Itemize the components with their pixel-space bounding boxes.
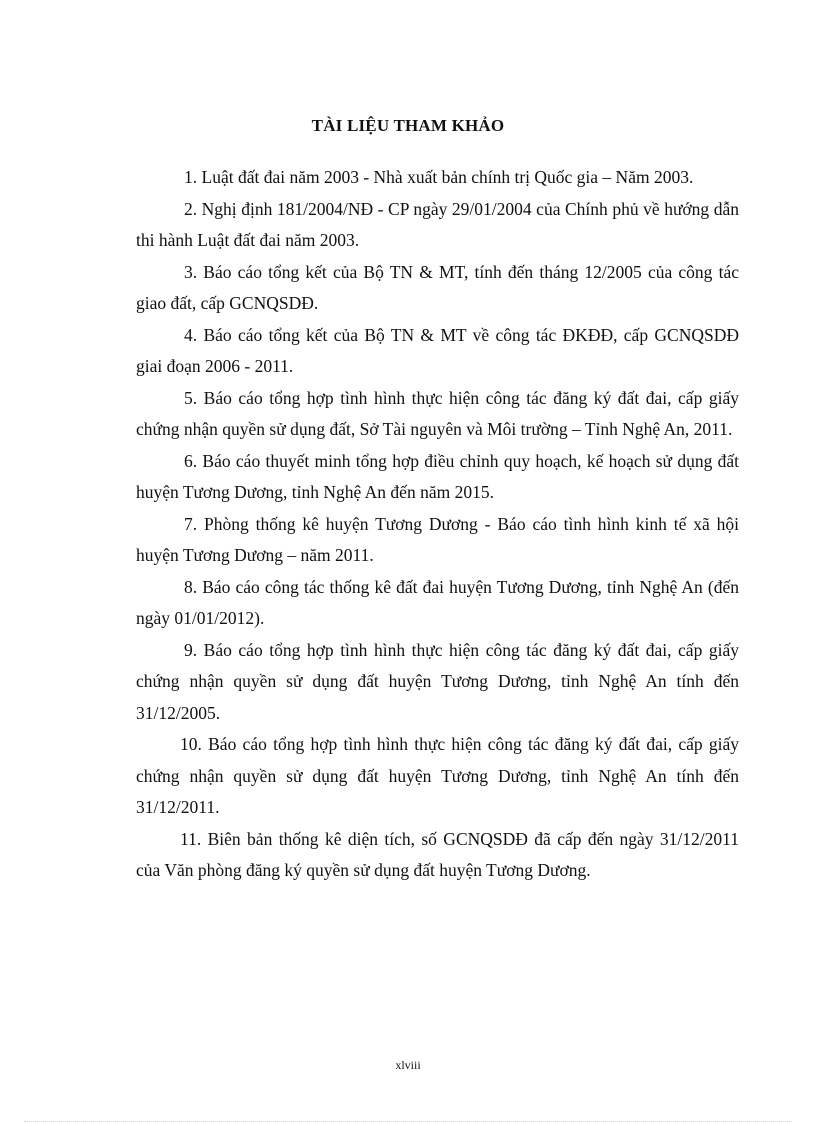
reference-item: 6. Báo cáo thuyết minh tổng hợp điều chỉnh quy hoạch, kế hoạch sử dụng đất huyện Tương Dương, tỉnh Nghệ An đến năm 2015. xyxy=(136,450,739,502)
reference-item: 1. Luật đất đai năm 2003 - Nhà xuất bản chính trị Quốc gia – Năm 2003. xyxy=(184,167,694,187)
page-number: xlviii xyxy=(395,1058,421,1072)
reference-list xyxy=(136,162,739,887)
reference-item: 8. Báo cáo công tác thống kê đất đai huyện Tương Dương, tỉnh Nghệ An (đến ngày 01/01/2012). xyxy=(136,576,739,628)
reference-item: 2. Nghị định 181/2004/NĐ - CP ngày 29/01/2004 của Chính phủ về hướng dẫn thi hành Luật đất đai năm 2003. xyxy=(136,198,739,250)
reference-item: 10. Báo cáo tổng hợp tình hình thực hiện công tác đăng ký đất đai, cấp giấy chứng nhận quyền sử dụng đất huyện Tương Dương, tỉnh Nghệ An tính đến 31/12/2011. xyxy=(136,734,739,817)
reference-item: 9. Báo cáo tổng hợp tình hình thực hiện công tác đăng ký đất đai, cấp giấy chứng nhận quyền sử dụng đất huyện Tương Dương, tỉnh Nghệ An tính đến 31/12/2005. xyxy=(136,639,739,723)
reference-item: 3. Báo cáo tổng kết của Bộ TN & MT, tính đến tháng 12/2005 của công tác giao đất, cấp GCNQSDĐ. xyxy=(136,261,739,313)
page-bottom-divider xyxy=(24,1121,792,1122)
reference-item: 4. Báo cáo tổng kết của Bộ TN & MT về công tác ĐKĐĐ, cấp GCNQSDĐ giai đoạn 2006 - 2011. xyxy=(136,324,739,376)
reference-item: 5. Báo cáo tổng hợp tình hình thực hiện công tác đăng ký đất đai, cấp giấy chứng nhận quyền sử dụng đất, Sở Tài nguyên và Môi trường – Tỉnh Nghệ An, 2011. xyxy=(136,387,739,439)
page-title: TÀI LIỆU THAM KHẢO xyxy=(311,116,505,135)
reference-item: 11. Biên bản thống kê diện tích, số GCNQSDĐ đã cấp đến ngày 31/12/2011 của Văn phòng đăng ký quyền sử dụng đất huyện Tương Dương. xyxy=(136,828,739,880)
reference-item: 7. Phòng thống kê huyện Tương Dương - Báo cáo tình hình kinh tế xã hội huyện Tương Dương – năm 2011. xyxy=(136,513,739,565)
